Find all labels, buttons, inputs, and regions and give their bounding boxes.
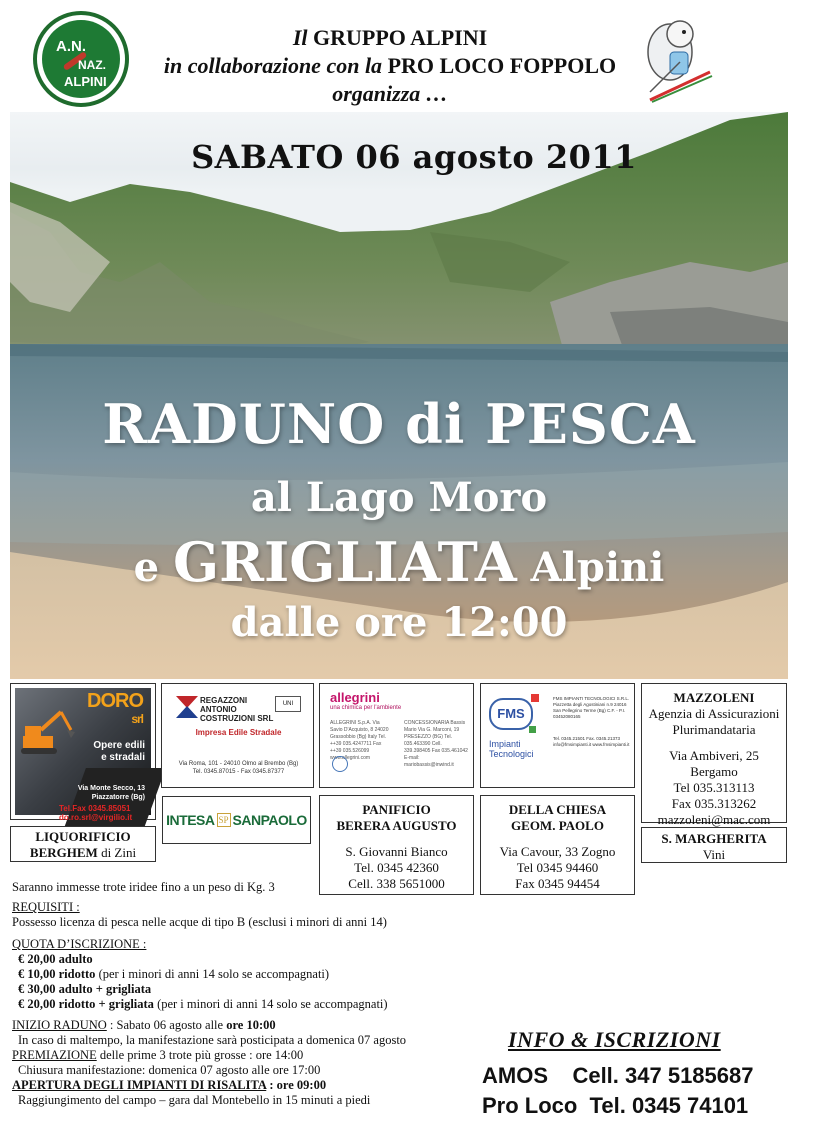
- sponsor-della-chiesa: [480, 795, 635, 895]
- ana-logo-text-top: A.N.: [56, 38, 86, 55]
- premiazione-text: delle prime 3 trote più grosse : ore 14:00: [96, 1048, 304, 1062]
- requisiti-text: Possesso licenza di pesca nelle acque di tipo B (esclusi i minori di anni 14): [12, 915, 387, 929]
- ana-logo-text-bottom: ALPINI: [64, 74, 107, 89]
- regazzoni-name-1: REGAZZONI: [200, 696, 248, 705]
- event-title: RADUNO di PESCA: [102, 392, 696, 456]
- header-line-2: [140, 52, 640, 80]
- quota-item-3: [12, 982, 388, 997]
- quota-2-note: (per i minori di anni 14 solo se accompagnati): [95, 967, 330, 981]
- doro-addr-1: Via Monte Secco, 13: [77, 785, 145, 792]
- doro-email: do.ro.srl@virgilio.it: [59, 813, 133, 822]
- doro-logo-srl: srl: [131, 712, 143, 726]
- sponsor-allegrini: [319, 683, 474, 788]
- excavator-icon: [17, 702, 77, 762]
- regazzoni-addr-1: Via Roma, 101 - 24010 Olmo al Brembo (Bg): [178, 761, 299, 767]
- allegrini-dealer-info: CONCESSIONARIA Bassis Mario Via G. Marconi, 19 PRESEZZO (BG) Tel. 035.463390 Cell. 339.398405 Fax 035.461042 E-mail: mariobassis@inwind.it: [404, 720, 468, 768]
- requisiti-label: REQUISITI :: [12, 900, 80, 914]
- dellachiesa-name-1: DELLA CHIESA: [508, 802, 607, 817]
- panificio-address: S. Giovanni Bianco: [345, 844, 448, 859]
- fms-subtitle: [489, 739, 534, 759]
- intesa-right: SANPAOLO: [232, 812, 307, 828]
- certification-badge: UNI: [275, 696, 301, 712]
- sponsor-liquorificio: [10, 826, 156, 862]
- doro-addr-2: Piazzatorre (Bg): [91, 794, 145, 801]
- apertura-time: : ore 09:00: [266, 1078, 327, 1092]
- fms-logo: FMS: [489, 698, 533, 730]
- dellachiesa-address: Via Cavour, 33 Zogno: [499, 844, 616, 859]
- premiazione-label: PREMIAZIONE: [12, 1048, 97, 1062]
- doro-contact: [59, 804, 132, 822]
- panificio-name-2: BERERA AUGUSTO: [336, 818, 457, 833]
- mazzoleni-tel: Tel 035.313113: [673, 780, 755, 795]
- chiusura-text: Chiusura manifestazione: domenica 07 agosto alle ore 17:00: [18, 1063, 321, 1077]
- panificio-cell: Cell. 338 5651000: [348, 876, 445, 891]
- panificio-name-1: PANIFICIO: [362, 802, 431, 817]
- panificio-tel: Tel. 0345 42360: [354, 860, 439, 875]
- fms-contact-info: Tel. 0345.21501 Fax. 0345.21373 info@fmsimpianti.it www.fmsimpianti.it: [553, 736, 630, 747]
- apertura-line: [12, 1078, 406, 1093]
- mazzoleni-address: Via Ambiveri, 25: [669, 748, 759, 763]
- dellachiesa-tel: Tel 0345 94460: [516, 860, 599, 875]
- quota-item-4: [12, 997, 388, 1012]
- raggiungimento-text: Raggiungimento del campo – gara dal Montebello in 15 minuti a piedi: [18, 1093, 371, 1107]
- red-square-icon: [531, 694, 539, 702]
- regazzoni-subtitle: Impresa Edile Stradale: [195, 728, 282, 737]
- regazzoni-name: [200, 696, 273, 723]
- regazzoni-addr-2: Tel. 0345.87015 - Fax 0345.87377: [192, 769, 285, 775]
- apertura-label: APERTURA DEGLI IMPIANTI DI RISALITA: [12, 1078, 267, 1092]
- trout-info: Saranno immesse trote iridee fino a un peso di Kg. 3: [12, 880, 275, 894]
- event-grigliata: [10, 530, 788, 594]
- liquorificio-brand: BERGHEM: [29, 845, 98, 860]
- quota-4-value: € 20,00 ridotto + grigliata: [18, 997, 154, 1011]
- sponsor-regazzoni: [161, 683, 314, 788]
- mazzoleni-line-1: Agenzia di Assicurazioni: [648, 706, 780, 721]
- mazzoleni-name: MAZZOLENI: [673, 690, 755, 705]
- premiazione-line: [12, 1048, 406, 1063]
- liquorificio-name: LIQUORIFICIO: [35, 829, 131, 844]
- info-iscrizioni-title: INFO & ISCRIZIONI: [508, 1027, 721, 1052]
- quota-section: [12, 937, 388, 1012]
- mazzoleni-city: Bergamo: [690, 764, 738, 779]
- requisiti-section: [12, 900, 387, 930]
- squirrel-mascot-logo: [640, 12, 745, 107]
- seal-icon: [332, 756, 348, 772]
- fms-sub-2: Tecnologici: [489, 749, 534, 759]
- schedule-section: [12, 1018, 406, 1108]
- liquorificio-suffix: di Zini: [97, 845, 137, 860]
- regazzoni-name-3: COSTRUZIONI SRL: [200, 714, 274, 723]
- header-line-2-prefix: in collaborazione con la: [163, 53, 388, 78]
- inizio-text: : Sabato 06 agosto alle: [106, 1018, 227, 1032]
- inizio-label: INIZIO RADUNO: [12, 1018, 107, 1032]
- liquorificio-owner: [11, 845, 155, 861]
- quota-label: QUOTA D’ISCRIZIONE :: [12, 937, 147, 951]
- event-time: dalle ore 12:00: [230, 599, 568, 646]
- sponsor-fms: [480, 683, 635, 788]
- header-line-1-prefix: Il: [292, 25, 313, 50]
- allegrini-tagline: una chimica per l'ambiente: [330, 705, 402, 711]
- doro-address: [78, 784, 145, 802]
- green-square-icon: [529, 726, 536, 733]
- doro-tel: Tel.Fax 0345.85051: [59, 804, 131, 813]
- contact-pro-loco: Pro Loco Tel. 0345 74101: [482, 1093, 749, 1118]
- doro-ad: [15, 688, 151, 822]
- mazzoleni-email: mazzoleni@mac.com: [657, 812, 771, 827]
- doro-tag-2: e stradali: [101, 752, 145, 763]
- event-subtitle: al Lago Moro: [250, 474, 548, 521]
- quota-4-note: (per i minori di anni 14 solo se accompagnati): [153, 997, 388, 1011]
- doro-tag-1: Opere edili: [93, 740, 145, 751]
- ana-logo-badge: [42, 20, 120, 98]
- inizio-time: ore 10:00: [226, 1018, 276, 1032]
- doro-tagline: [93, 740, 145, 764]
- intesa-mark-icon: SP: [218, 815, 229, 825]
- fms-sub-1: Impianti: [489, 739, 521, 749]
- contact-amos: AMOS Cell. 347 5185687: [482, 1063, 754, 1088]
- maltempo-text: In caso di maltempo, la manifestazione sarà posticipata a domenica 07 agosto: [18, 1033, 407, 1047]
- dellachiesa-fax: Fax 0345 94454: [515, 876, 600, 891]
- margherita-sub: Vini: [702, 847, 726, 862]
- header-line-3: organizza …: [332, 81, 448, 106]
- fms-company-info: FMS IMPIANTI TECNOLOGICI S.R.L. Piazzetta degli Agostiniani n.9 24016 San Pellegrino Terme (Bg) C.F. - P.I. 03452080165: [553, 696, 630, 719]
- ana-logo: [33, 11, 129, 107]
- pro-loco-label: PRO LOCO FOPPOLO: [387, 53, 617, 78]
- margherita-name: S. MARGHERITA: [661, 831, 767, 846]
- quota-item-2: [12, 967, 388, 982]
- doro-logo-text: DORO: [87, 690, 143, 712]
- gruppo-alpini-label: GRUPPO ALPINI: [313, 25, 488, 50]
- sponsor-doro: [10, 683, 156, 820]
- grigliata-suffix: Alpini: [516, 544, 665, 591]
- mazzoleni-line-2: Plurimandataria: [672, 722, 756, 737]
- sponsor-santa-margherita: [641, 827, 787, 863]
- mazzoleni-fax: Fax 035.313262: [671, 796, 757, 811]
- regazzoni-logo-icon: [176, 696, 198, 718]
- grigliata-prefix: e: [133, 544, 174, 591]
- ana-logo-text-mid: NAZ.: [78, 58, 106, 72]
- inizio-line: [12, 1018, 406, 1033]
- quota-3-value: € 30,00 adulto + grigliata: [18, 982, 152, 996]
- quota-2-value: € 10,00 ridotto: [18, 967, 96, 981]
- quota-1-value: € 20,00 adulto: [18, 952, 93, 966]
- quota-item-1: [12, 952, 388, 967]
- regazzoni-name-2: ANTONIO: [200, 705, 237, 714]
- allegrini-company-info: ALLEGRINI S.p.A. Via Savio D'Acquisto, 8 24020 Grassobbio (Bg) Italy Tel. ++39 035.4247711 Fax ++39 035.526099 www.allegrini.com: [330, 720, 389, 761]
- header-line-1: [140, 24, 640, 52]
- doro-logo: [87, 692, 143, 728]
- sponsor-mazzoleni: [641, 683, 787, 827]
- intesa-left: INTESA: [166, 812, 215, 828]
- event-date: SABATO 06 agosto 2011: [191, 138, 637, 176]
- header-text: [140, 24, 640, 108]
- regazzoni-address: [172, 760, 305, 776]
- allegrini-logo: allegrini: [330, 690, 380, 705]
- dellachiesa-name-2: GEOM. PAOLO: [511, 818, 604, 833]
- grigliata-main: GRIGLIATA: [173, 530, 517, 594]
- sponsor-panificio: [319, 795, 474, 895]
- lake-photo-banner: [10, 112, 788, 679]
- sponsor-intesa-sanpaolo: [162, 796, 311, 844]
